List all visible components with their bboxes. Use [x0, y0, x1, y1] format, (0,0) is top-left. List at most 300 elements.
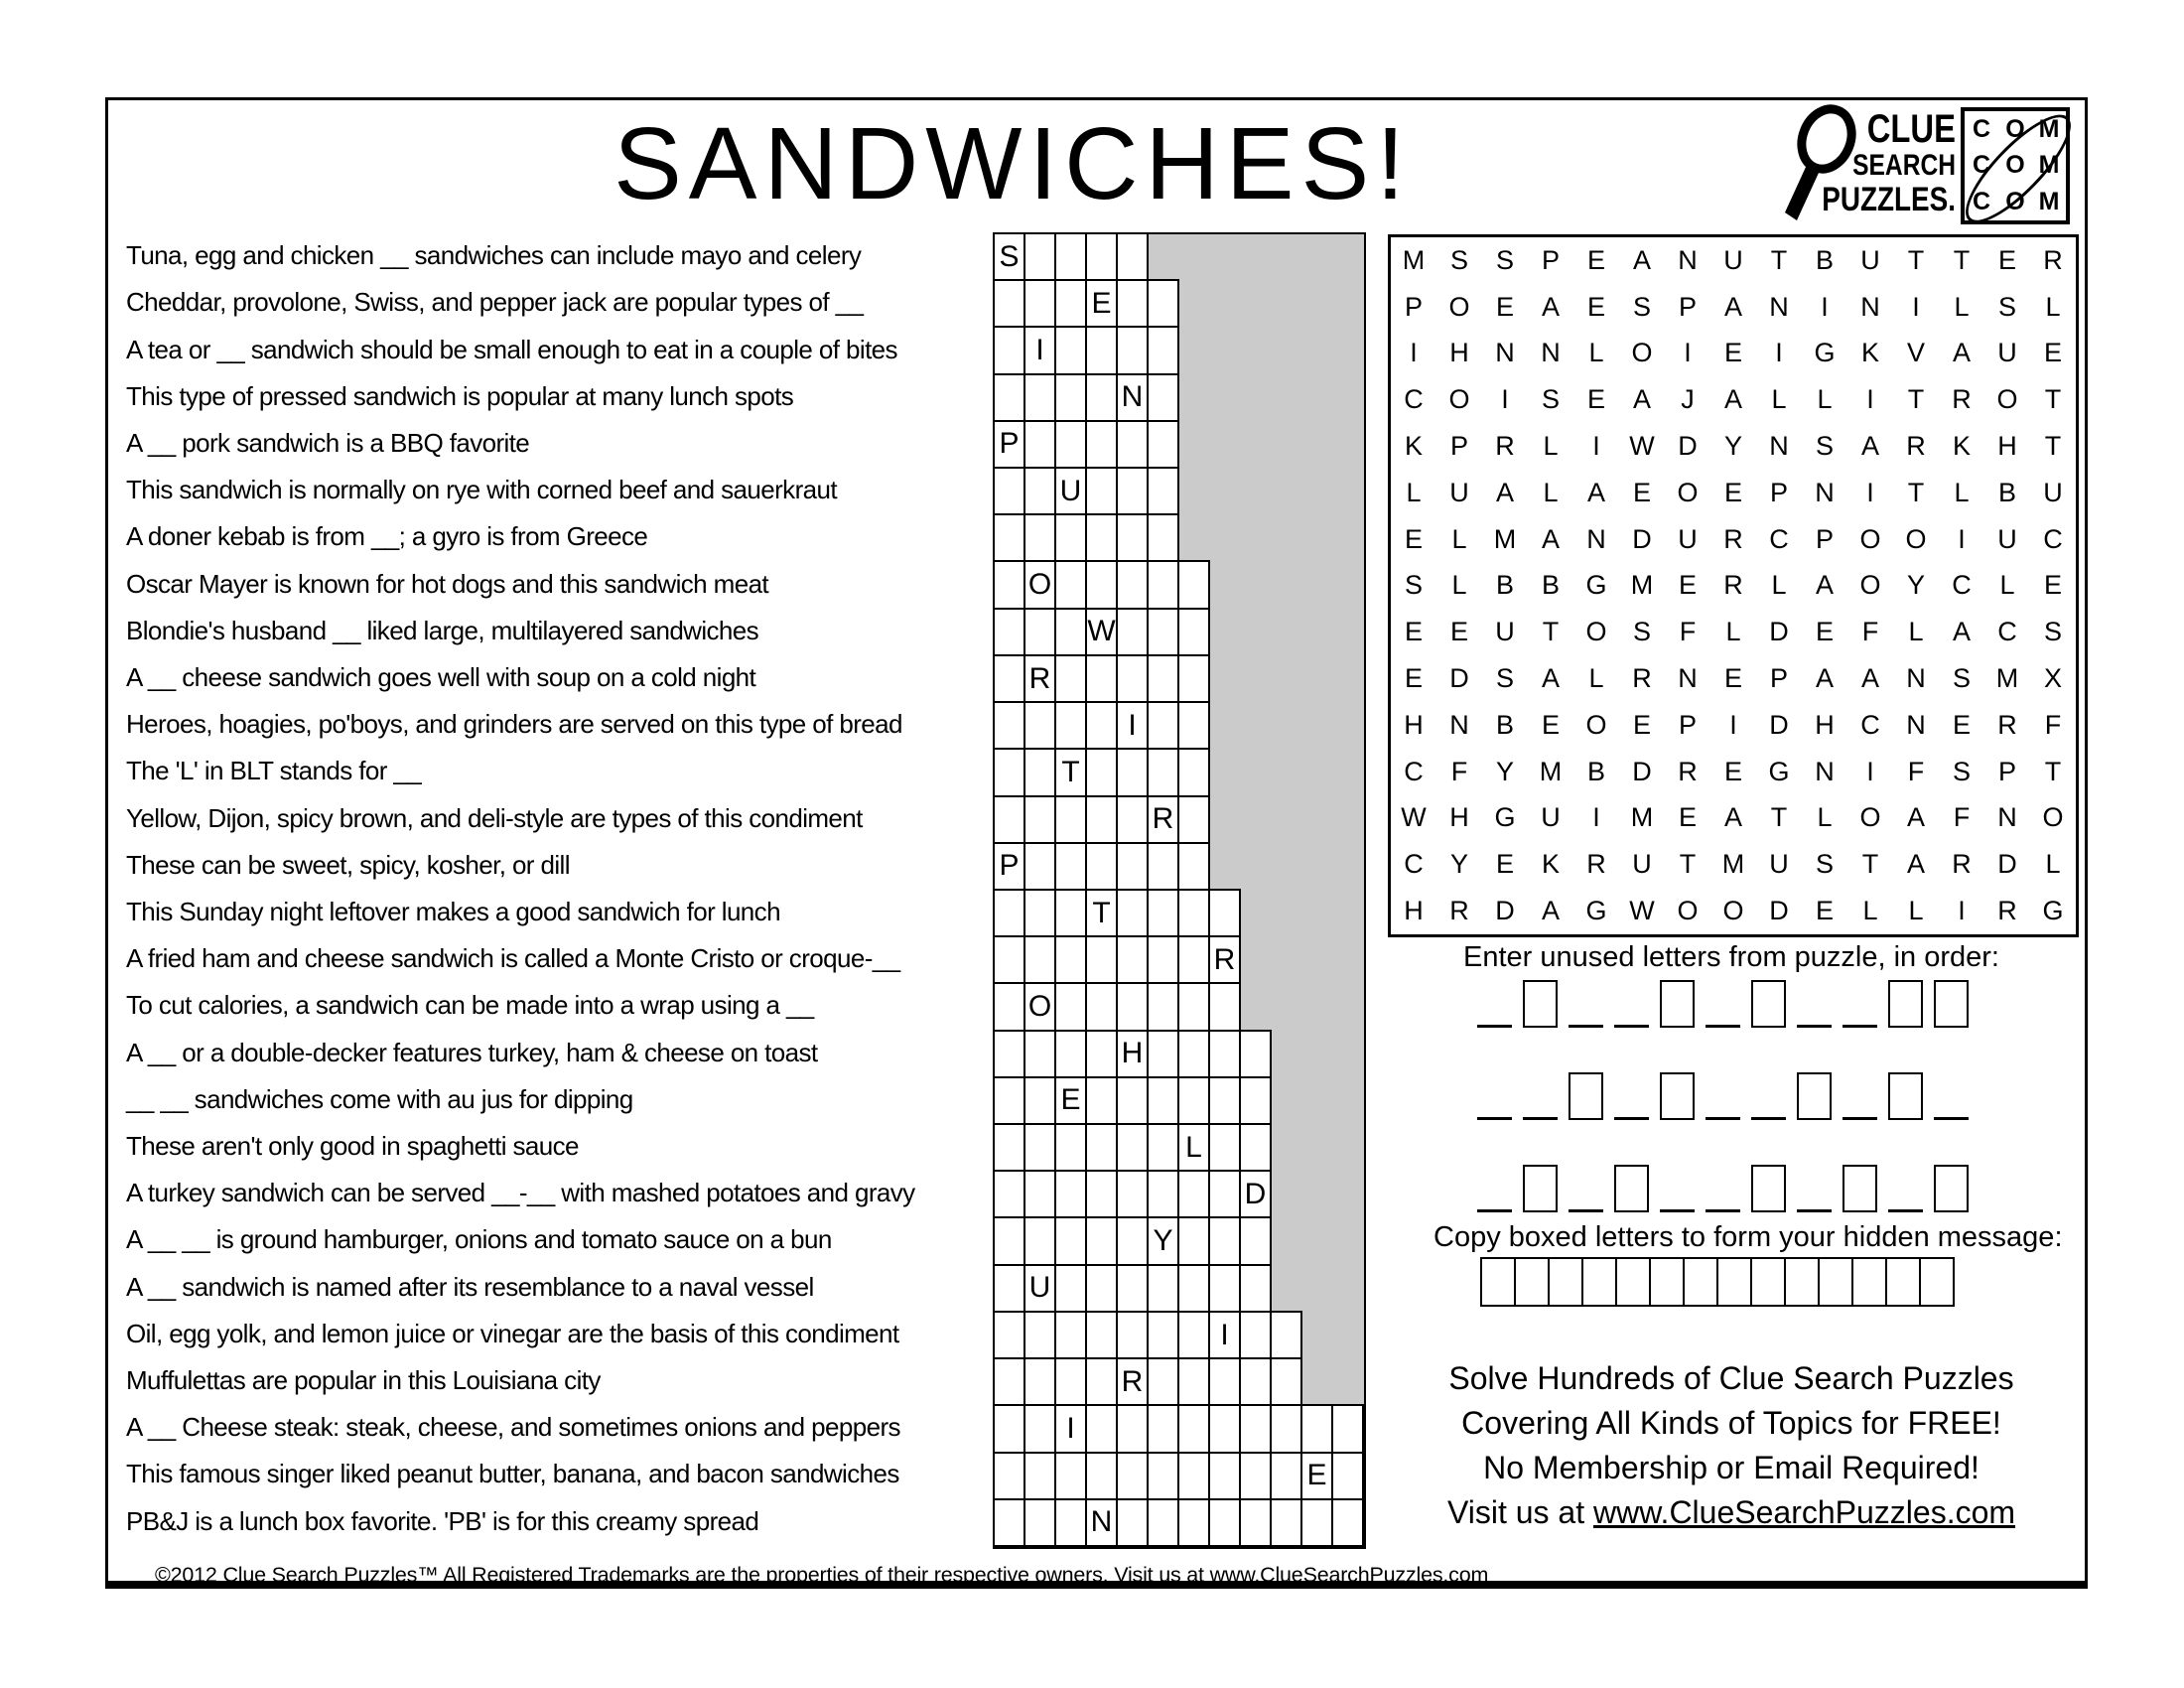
wordsearch-cell[interactable]: E: [1678, 802, 1697, 833]
crossword-cell[interactable]: [1085, 654, 1118, 703]
wordsearch-cell[interactable]: P: [1769, 477, 1788, 507]
wordsearch-cell[interactable]: H: [1449, 338, 1469, 368]
wordsearch-cell[interactable]: O: [1677, 477, 1699, 507]
wordsearch-cell[interactable]: U: [1860, 244, 1880, 275]
wordsearch-cell[interactable]: O: [1905, 523, 1927, 554]
wordsearch-cell[interactable]: S: [1541, 384, 1560, 415]
crossword-cell[interactable]: [1024, 1452, 1056, 1500]
crossword-cell[interactable]: [1116, 889, 1149, 937]
crossword-cell[interactable]: [1054, 1311, 1087, 1359]
crossword-cell[interactable]: [1208, 1216, 1241, 1265]
wordsearch-cell[interactable]: E: [1586, 384, 1605, 415]
crossword-cell[interactable]: [1177, 701, 1210, 750]
crossword-cell[interactable]: [1024, 795, 1056, 844]
unused-letter-box[interactable]: [1614, 1165, 1649, 1212]
wordsearch-cell[interactable]: S: [1404, 570, 1423, 601]
unused-letter-blank[interactable]: [1614, 1074, 1649, 1120]
unused-letter-blank[interactable]: [1477, 1167, 1512, 1212]
wordsearch-cell[interactable]: G: [1814, 338, 1836, 368]
unused-letter-blank[interactable]: [1614, 982, 1649, 1028]
wordsearch-cell[interactable]: A: [1632, 384, 1651, 415]
wordsearch-cell[interactable]: E: [2043, 338, 2062, 368]
wordsearch-cell[interactable]: I: [1866, 384, 1874, 415]
wordsearch-cell[interactable]: C: [2043, 523, 2063, 554]
wordsearch-cell[interactable]: L: [1451, 570, 1467, 601]
crossword-cell[interactable]: [1147, 420, 1179, 469]
wordsearch-cell[interactable]: C: [1997, 617, 2017, 647]
crossword-cell[interactable]: [1239, 1404, 1272, 1453]
wordsearch-cell[interactable]: M: [1721, 849, 1745, 880]
wordsearch-cell[interactable]: O: [1585, 617, 1607, 647]
crossword-cell[interactable]: [1147, 935, 1179, 984]
crossword-cell[interactable]: [993, 279, 1025, 328]
wordsearch-cell[interactable]: L: [1862, 896, 1878, 926]
crossword-cell[interactable]: [1054, 1452, 1087, 1500]
wordsearch-cell[interactable]: N: [1678, 244, 1698, 275]
wordsearch-cell[interactable]: A: [1495, 477, 1514, 507]
crossword-cell[interactable]: [1116, 654, 1149, 703]
crossword-cell[interactable]: [1270, 1404, 1302, 1453]
crossword-cell[interactable]: [1054, 842, 1087, 891]
crossword-cell[interactable]: [1085, 420, 1118, 469]
crossword-cell[interactable]: [1054, 1170, 1087, 1218]
crossword-cell[interactable]: [1024, 279, 1056, 328]
wordsearch-cell[interactable]: L: [1999, 570, 2015, 601]
website-link[interactable]: www.ClueSearchPuzzles.com: [1592, 1494, 2016, 1530]
crossword-cell[interactable]: [1054, 1123, 1087, 1172]
crossword-cell[interactable]: [993, 1030, 1025, 1078]
wordsearch-cell[interactable]: G: [2042, 896, 2064, 926]
unused-letter-blank[interactable]: [1797, 982, 1832, 1028]
wordsearch-cell[interactable]: A: [1906, 802, 1925, 833]
crossword-cell[interactable]: [1085, 560, 1118, 609]
wordsearch-cell[interactable]: S: [1952, 756, 1971, 786]
crossword-cell[interactable]: [993, 1264, 1025, 1313]
crossword-cell[interactable]: [1116, 467, 1149, 515]
crossword-cell[interactable]: [1239, 1264, 1272, 1313]
wordsearch-cell[interactable]: T: [1907, 244, 1925, 275]
wordsearch-cell[interactable]: O: [1996, 384, 2018, 415]
wordsearch-cell[interactable]: L: [1771, 570, 1787, 601]
wordsearch-cell[interactable]: S: [1449, 244, 1468, 275]
wordsearch-cell[interactable]: P: [1541, 244, 1560, 275]
wordsearch-cell[interactable]: S: [1495, 244, 1514, 275]
crossword-cell[interactable]: [1147, 513, 1179, 562]
wordsearch-cell[interactable]: U: [1541, 802, 1561, 833]
crossword-cell[interactable]: [1054, 1357, 1087, 1406]
crossword-cell[interactable]: [993, 1311, 1025, 1359]
crossword-cell[interactable]: [1147, 1452, 1179, 1500]
crossword-cell[interactable]: [993, 467, 1025, 515]
crossword-cell[interactable]: [1116, 608, 1149, 656]
crossword-cell[interactable]: [1177, 1404, 1210, 1453]
crossword-cell[interactable]: [1085, 1076, 1118, 1125]
wordsearch-cell[interactable]: S: [1815, 431, 1834, 462]
unused-letter-blank[interactable]: [1706, 1074, 1740, 1120]
wordsearch-cell[interactable]: N: [1815, 477, 1835, 507]
crossword-cell[interactable]: [1116, 279, 1149, 328]
wordsearch-cell[interactable]: I: [1958, 523, 1966, 554]
wordsearch-cell[interactable]: P: [1997, 756, 2016, 786]
wordsearch-cell[interactable]: S: [1632, 291, 1651, 322]
crossword-cell[interactable]: [1177, 748, 1210, 796]
crossword-cell[interactable]: [1147, 1030, 1179, 1078]
crossword-cell[interactable]: [993, 560, 1025, 609]
crossword-cell[interactable]: [1024, 889, 1056, 937]
crossword-cell[interactable]: [1116, 420, 1149, 469]
unused-letter-box[interactable]: [1569, 1072, 1603, 1120]
wordsearch-cell[interactable]: I: [1729, 709, 1737, 740]
wordsearch-cell[interactable]: D: [1449, 663, 1469, 694]
crossword-cell[interactable]: [1208, 1404, 1241, 1453]
unused-letter-box[interactable]: [1934, 1165, 1969, 1212]
crossword-cell[interactable]: [993, 1123, 1025, 1172]
crossword-cell[interactable]: [1024, 701, 1056, 750]
crossword-cell[interactable]: [993, 795, 1025, 844]
wordsearch-cell[interactable]: A: [1815, 663, 1834, 694]
wordsearch-cell[interactable]: A: [1723, 384, 1742, 415]
wordsearch-cell[interactable]: E: [1678, 570, 1697, 601]
crossword-cell[interactable]: [1239, 1076, 1272, 1125]
wordsearch-cell[interactable]: T: [1542, 617, 1560, 647]
crossword-cell[interactable]: [1239, 1123, 1272, 1172]
wordsearch-cell[interactable]: L: [1543, 431, 1559, 462]
wordsearch-cell[interactable]: H: [1997, 431, 2017, 462]
wordsearch-cell[interactable]: I: [1501, 384, 1509, 415]
hidden-message-box[interactable]: [1851, 1257, 1887, 1307]
wordsearch-cell[interactable]: R: [1997, 709, 2017, 740]
wordsearch-cell[interactable]: L: [1954, 291, 1970, 322]
wordsearch-cell[interactable]: R: [1449, 896, 1469, 926]
crossword-cell[interactable]: [1085, 1170, 1118, 1218]
wordsearch-cell[interactable]: C: [1404, 756, 1424, 786]
wordsearch-cell[interactable]: P: [1404, 291, 1423, 322]
unused-letter-box[interactable]: [1934, 980, 1969, 1028]
crossword-cell[interactable]: [1177, 842, 1210, 891]
crossword-cell[interactable]: [1054, 513, 1087, 562]
crossword-cell[interactable]: [1177, 1452, 1210, 1500]
wordsearch-cell[interactable]: T: [1907, 477, 1925, 507]
unused-letter-blank[interactable]: [1477, 982, 1512, 1028]
crossword-cell[interactable]: [1208, 1264, 1241, 1313]
wordsearch-cell[interactable]: U: [1449, 477, 1469, 507]
crossword-cell[interactable]: [993, 701, 1025, 750]
crossword-cell[interactable]: [1054, 279, 1087, 328]
wordsearch-cell[interactable]: F: [1907, 756, 1925, 786]
wordsearch-cell[interactable]: Y: [1906, 570, 1925, 601]
crossword-cell[interactable]: [1147, 1498, 1179, 1547]
crossword-cell[interactable]: [1085, 1452, 1118, 1500]
wordsearch-cell[interactable]: S: [1952, 663, 1971, 694]
crossword-cell[interactable]: [1054, 232, 1087, 281]
wordsearch-cell[interactable]: L: [1817, 802, 1833, 833]
wordsearch-cell[interactable]: U: [1495, 617, 1515, 647]
wordsearch-cell[interactable]: B: [1586, 756, 1605, 786]
crossword-cell[interactable]: [1239, 1030, 1272, 1078]
unused-letter-box[interactable]: [1751, 1165, 1786, 1212]
crossword-cell[interactable]: [1177, 560, 1210, 609]
unused-letter-box[interactable]: [1843, 1165, 1877, 1212]
wordsearch-cell[interactable]: K: [1541, 849, 1560, 880]
crossword-cell[interactable]: [1147, 279, 1179, 328]
crossword-cell[interactable]: [1208, 1170, 1241, 1218]
crossword-cell[interactable]: [1116, 982, 1149, 1031]
crossword-cell[interactable]: [1024, 232, 1056, 281]
crossword-cell[interactable]: [1085, 1311, 1118, 1359]
wordsearch-cell[interactable]: Y: [1723, 431, 1742, 462]
unused-letter-box[interactable]: [1751, 980, 1786, 1028]
crossword-cell[interactable]: [1147, 1076, 1179, 1125]
wordsearch-cell[interactable]: U: [1632, 849, 1652, 880]
wordsearch-cell[interactable]: M: [1995, 663, 2019, 694]
wordsearch-cell[interactable]: R: [1678, 756, 1698, 786]
wordsearch-cell[interactable]: O: [1448, 384, 1470, 415]
wordsearch-cell[interactable]: D: [1678, 431, 1698, 462]
wordsearch-cell[interactable]: G: [1585, 896, 1607, 926]
crossword-cell[interactable]: [993, 1498, 1025, 1547]
crossword-cell[interactable]: [1085, 232, 1118, 281]
wordsearch-cell[interactable]: E: [1723, 477, 1742, 507]
wordsearch-cell[interactable]: A: [1723, 802, 1742, 833]
wordsearch-cell[interactable]: I: [1866, 756, 1874, 786]
crossword-cell[interactable]: [1177, 1357, 1210, 1406]
crossword-cell[interactable]: [1085, 935, 1118, 984]
hidden-message-box[interactable]: [1716, 1257, 1752, 1307]
wordsearch-cell[interactable]: C: [1404, 849, 1424, 880]
wordsearch-cell[interactable]: C: [1769, 523, 1789, 554]
crossword-cell[interactable]: [1085, 513, 1118, 562]
crossword-cell[interactable]: [1177, 654, 1210, 703]
unused-letter-box[interactable]: [1797, 1072, 1832, 1120]
crossword-cell[interactable]: [1208, 1123, 1241, 1172]
wordsearch-cell[interactable]: D: [1769, 896, 1789, 926]
wordsearch-cell[interactable]: O: [1631, 338, 1653, 368]
wordsearch-cell[interactable]: R: [1723, 570, 1743, 601]
crossword-cell[interactable]: [1177, 795, 1210, 844]
wordsearch-cell[interactable]: D: [1632, 756, 1652, 786]
wordsearch-cell[interactable]: B: [1997, 477, 2016, 507]
unused-letter-blank[interactable]: [1706, 982, 1740, 1028]
crossword-cell[interactable]: [1024, 1498, 1056, 1547]
wordsearch-cell[interactable]: R: [1495, 431, 1515, 462]
wordsearch-cell[interactable]: G: [1494, 802, 1516, 833]
crossword-cell[interactable]: [1116, 1452, 1149, 1500]
wordsearch-cell[interactable]: O: [1677, 896, 1699, 926]
crossword-cell[interactable]: [1270, 1357, 1302, 1406]
wordsearch-cell[interactable]: K: [1952, 431, 1971, 462]
crossword-cell[interactable]: [1054, 982, 1087, 1031]
wordsearch-cell[interactable]: F: [2044, 709, 2062, 740]
hidden-message-box[interactable]: [1480, 1257, 1516, 1307]
wordsearch-cell[interactable]: D: [1769, 617, 1789, 647]
wordsearch-cell[interactable]: F: [1861, 617, 1879, 647]
wordsearch-cell[interactable]: D: [1495, 896, 1515, 926]
wordsearch-cell[interactable]: E: [1586, 291, 1605, 322]
unused-letter-blank[interactable]: [1523, 1074, 1558, 1120]
wordsearch-cell[interactable]: F: [1450, 756, 1468, 786]
crossword-cell[interactable]: [1208, 889, 1241, 937]
crossword-cell[interactable]: [993, 1452, 1025, 1500]
crossword-cell[interactable]: [1024, 420, 1056, 469]
crossword-cell[interactable]: [1085, 982, 1118, 1031]
wordsearch-cell[interactable]: S: [1815, 849, 1834, 880]
wordsearch-cell[interactable]: C: [1404, 384, 1424, 415]
wordsearch-cell[interactable]: N: [1586, 523, 1606, 554]
hidden-message-box[interactable]: [1615, 1257, 1651, 1307]
crossword-cell[interactable]: [1116, 1123, 1149, 1172]
crossword-cell[interactable]: [1300, 1498, 1333, 1547]
crossword-cell[interactable]: [1177, 1311, 1210, 1359]
wordsearch-cell[interactable]: R: [1997, 896, 2017, 926]
crossword-cell[interactable]: [993, 1170, 1025, 1218]
wordsearch-cell[interactable]: H: [1404, 709, 1424, 740]
wordsearch-cell[interactable]: M: [1539, 756, 1563, 786]
wordsearch-cell[interactable]: E: [1997, 244, 2016, 275]
wordsearch-cell[interactable]: E: [1541, 709, 1560, 740]
hidden-message-box[interactable]: [1548, 1257, 1583, 1307]
wordsearch-cell[interactable]: T: [1861, 849, 1879, 880]
crossword-cell[interactable]: [1208, 1357, 1241, 1406]
wordsearch-cell[interactable]: P: [1678, 709, 1697, 740]
wordsearch-cell[interactable]: R: [1586, 849, 1606, 880]
crossword-cell[interactable]: [1024, 608, 1056, 656]
wordsearch-cell[interactable]: S: [2043, 617, 2062, 647]
crossword-cell[interactable]: [1177, 1216, 1210, 1265]
wordsearch-cell[interactable]: L: [1406, 477, 1422, 507]
wordsearch-cell[interactable]: S: [1495, 663, 1514, 694]
unused-letter-box[interactable]: [1523, 980, 1558, 1028]
crossword-cell[interactable]: [1116, 1076, 1149, 1125]
crossword-cell[interactable]: [1116, 1264, 1149, 1313]
wordsearch-cell[interactable]: J: [1681, 384, 1695, 415]
wordsearch-cell[interactable]: O: [1722, 896, 1744, 926]
hidden-message-box[interactable]: [1885, 1257, 1921, 1307]
unused-letter-box[interactable]: [1523, 1165, 1558, 1212]
wordsearch-cell[interactable]: L: [1543, 477, 1559, 507]
crossword-cell[interactable]: [1147, 1311, 1179, 1359]
wordsearch-cell[interactable]: P: [1815, 523, 1834, 554]
crossword-cell[interactable]: [1239, 1357, 1272, 1406]
crossword-cell[interactable]: [1116, 1216, 1149, 1265]
wordsearch-cell[interactable]: E: [1632, 477, 1651, 507]
crossword-cell[interactable]: [1331, 1498, 1364, 1547]
wordsearch-cell[interactable]: A: [1860, 663, 1879, 694]
wordsearch-cell[interactable]: M: [1493, 523, 1517, 554]
wordsearch-cell[interactable]: A: [1906, 849, 1925, 880]
crossword-cell[interactable]: [1177, 1264, 1210, 1313]
crossword-cell[interactable]: [1116, 1404, 1149, 1453]
wordsearch-cell[interactable]: A: [1815, 570, 1834, 601]
crossword-cell[interactable]: [993, 1216, 1025, 1265]
hidden-message-box[interactable]: [1784, 1257, 1820, 1307]
crossword-cell[interactable]: [1085, 842, 1118, 891]
wordsearch-cell[interactable]: I: [1775, 338, 1783, 368]
crossword-cell[interactable]: [1177, 1170, 1210, 1218]
wordsearch-cell[interactable]: E: [1632, 709, 1651, 740]
crossword-cell[interactable]: [1147, 1170, 1179, 1218]
unused-letter-blank[interactable]: [1751, 1074, 1786, 1120]
crossword-cell[interactable]: [1054, 889, 1087, 937]
crossword-cell[interactable]: [1024, 467, 1056, 515]
crossword-cell[interactable]: [1085, 748, 1118, 796]
crossword-cell[interactable]: [993, 608, 1025, 656]
wordsearch-cell[interactable]: E: [1404, 523, 1423, 554]
crossword-cell[interactable]: [993, 935, 1025, 984]
wordsearch-cell[interactable]: M: [1402, 244, 1426, 275]
crossword-cell[interactable]: [1024, 1170, 1056, 1218]
crossword-cell[interactable]: [1116, 1170, 1149, 1218]
wordsearch-cell[interactable]: R: [1723, 523, 1743, 554]
wordsearch-cell[interactable]: N: [1815, 756, 1835, 786]
wordsearch-cell[interactable]: F: [1953, 802, 1971, 833]
wordsearch-cell[interactable]: A: [1541, 663, 1560, 694]
wordsearch-cell[interactable]: R: [1952, 849, 1972, 880]
crossword-cell[interactable]: [1177, 1076, 1210, 1125]
crossword-cell[interactable]: [1177, 935, 1210, 984]
wordsearch-cell[interactable]: F: [1679, 617, 1697, 647]
crossword-cell[interactable]: [1024, 748, 1056, 796]
unused-letter-blank[interactable]: [1888, 1167, 1923, 1212]
wordsearch-cell[interactable]: P: [1678, 291, 1697, 322]
wordsearch-cell[interactable]: T: [1679, 849, 1697, 880]
wordsearch-cell[interactable]: U: [1769, 849, 1789, 880]
wordsearch-cell[interactable]: K: [1404, 431, 1423, 462]
wordsearch-cell[interactable]: N: [1449, 709, 1469, 740]
crossword-cell[interactable]: [1024, 1030, 1056, 1078]
wordsearch-cell[interactable]: R: [1632, 663, 1652, 694]
wordsearch-cell[interactable]: L: [1954, 477, 1970, 507]
wordsearch-cell[interactable]: L: [1725, 617, 1741, 647]
crossword-cell[interactable]: [1085, 701, 1118, 750]
crossword-cell[interactable]: [1239, 1452, 1272, 1500]
wordsearch-cell[interactable]: N: [1997, 802, 2017, 833]
crossword-cell[interactable]: [1085, 1357, 1118, 1406]
crossword-cell[interactable]: [1147, 326, 1179, 374]
crossword-cell[interactable]: [1116, 232, 1149, 281]
crossword-cell[interactable]: [1116, 1311, 1149, 1359]
wordsearch-cell[interactable]: I: [1592, 802, 1600, 833]
wordsearch-cell[interactable]: B: [1815, 244, 1834, 275]
wordsearch-cell[interactable]: U: [1997, 523, 2017, 554]
wordsearch-cell[interactable]: G: [1768, 756, 1790, 786]
crossword-cell[interactable]: [1054, 560, 1087, 609]
wordsearch-cell[interactable]: R: [1952, 384, 1972, 415]
wordsearch-cell[interactable]: N: [1860, 291, 1880, 322]
crossword-cell[interactable]: [1147, 1357, 1179, 1406]
wordsearch-cell[interactable]: B: [1495, 709, 1514, 740]
wordsearch-cell[interactable]: L: [2045, 291, 2061, 322]
wordsearch-cell[interactable]: U: [1723, 244, 1743, 275]
crossword-cell[interactable]: [1116, 935, 1149, 984]
wordsearch-cell[interactable]: T: [2044, 756, 2062, 786]
crossword-cell[interactable]: [1085, 1030, 1118, 1078]
wordsearch-cell[interactable]: W: [1629, 431, 1655, 462]
crossword-cell[interactable]: [1177, 1498, 1210, 1547]
crossword-cell[interactable]: [1024, 513, 1056, 562]
unused-letter-blank[interactable]: [1477, 1074, 1512, 1120]
wordsearch-cell[interactable]: C: [1952, 570, 1972, 601]
wordsearch-cell[interactable]: A: [1541, 896, 1560, 926]
crossword-cell[interactable]: [1024, 1123, 1056, 1172]
wordsearch-cell[interactable]: N: [1906, 709, 1926, 740]
wordsearch-cell[interactable]: T: [1770, 244, 1788, 275]
wordsearch-cell[interactable]: B: [1541, 570, 1560, 601]
wordsearch-cell[interactable]: C: [1860, 709, 1880, 740]
crossword-cell[interactable]: [993, 1076, 1025, 1125]
crossword-cell[interactable]: [993, 513, 1025, 562]
crossword-cell[interactable]: [1208, 1030, 1241, 1078]
wordsearch-cell[interactable]: O: [1585, 709, 1607, 740]
